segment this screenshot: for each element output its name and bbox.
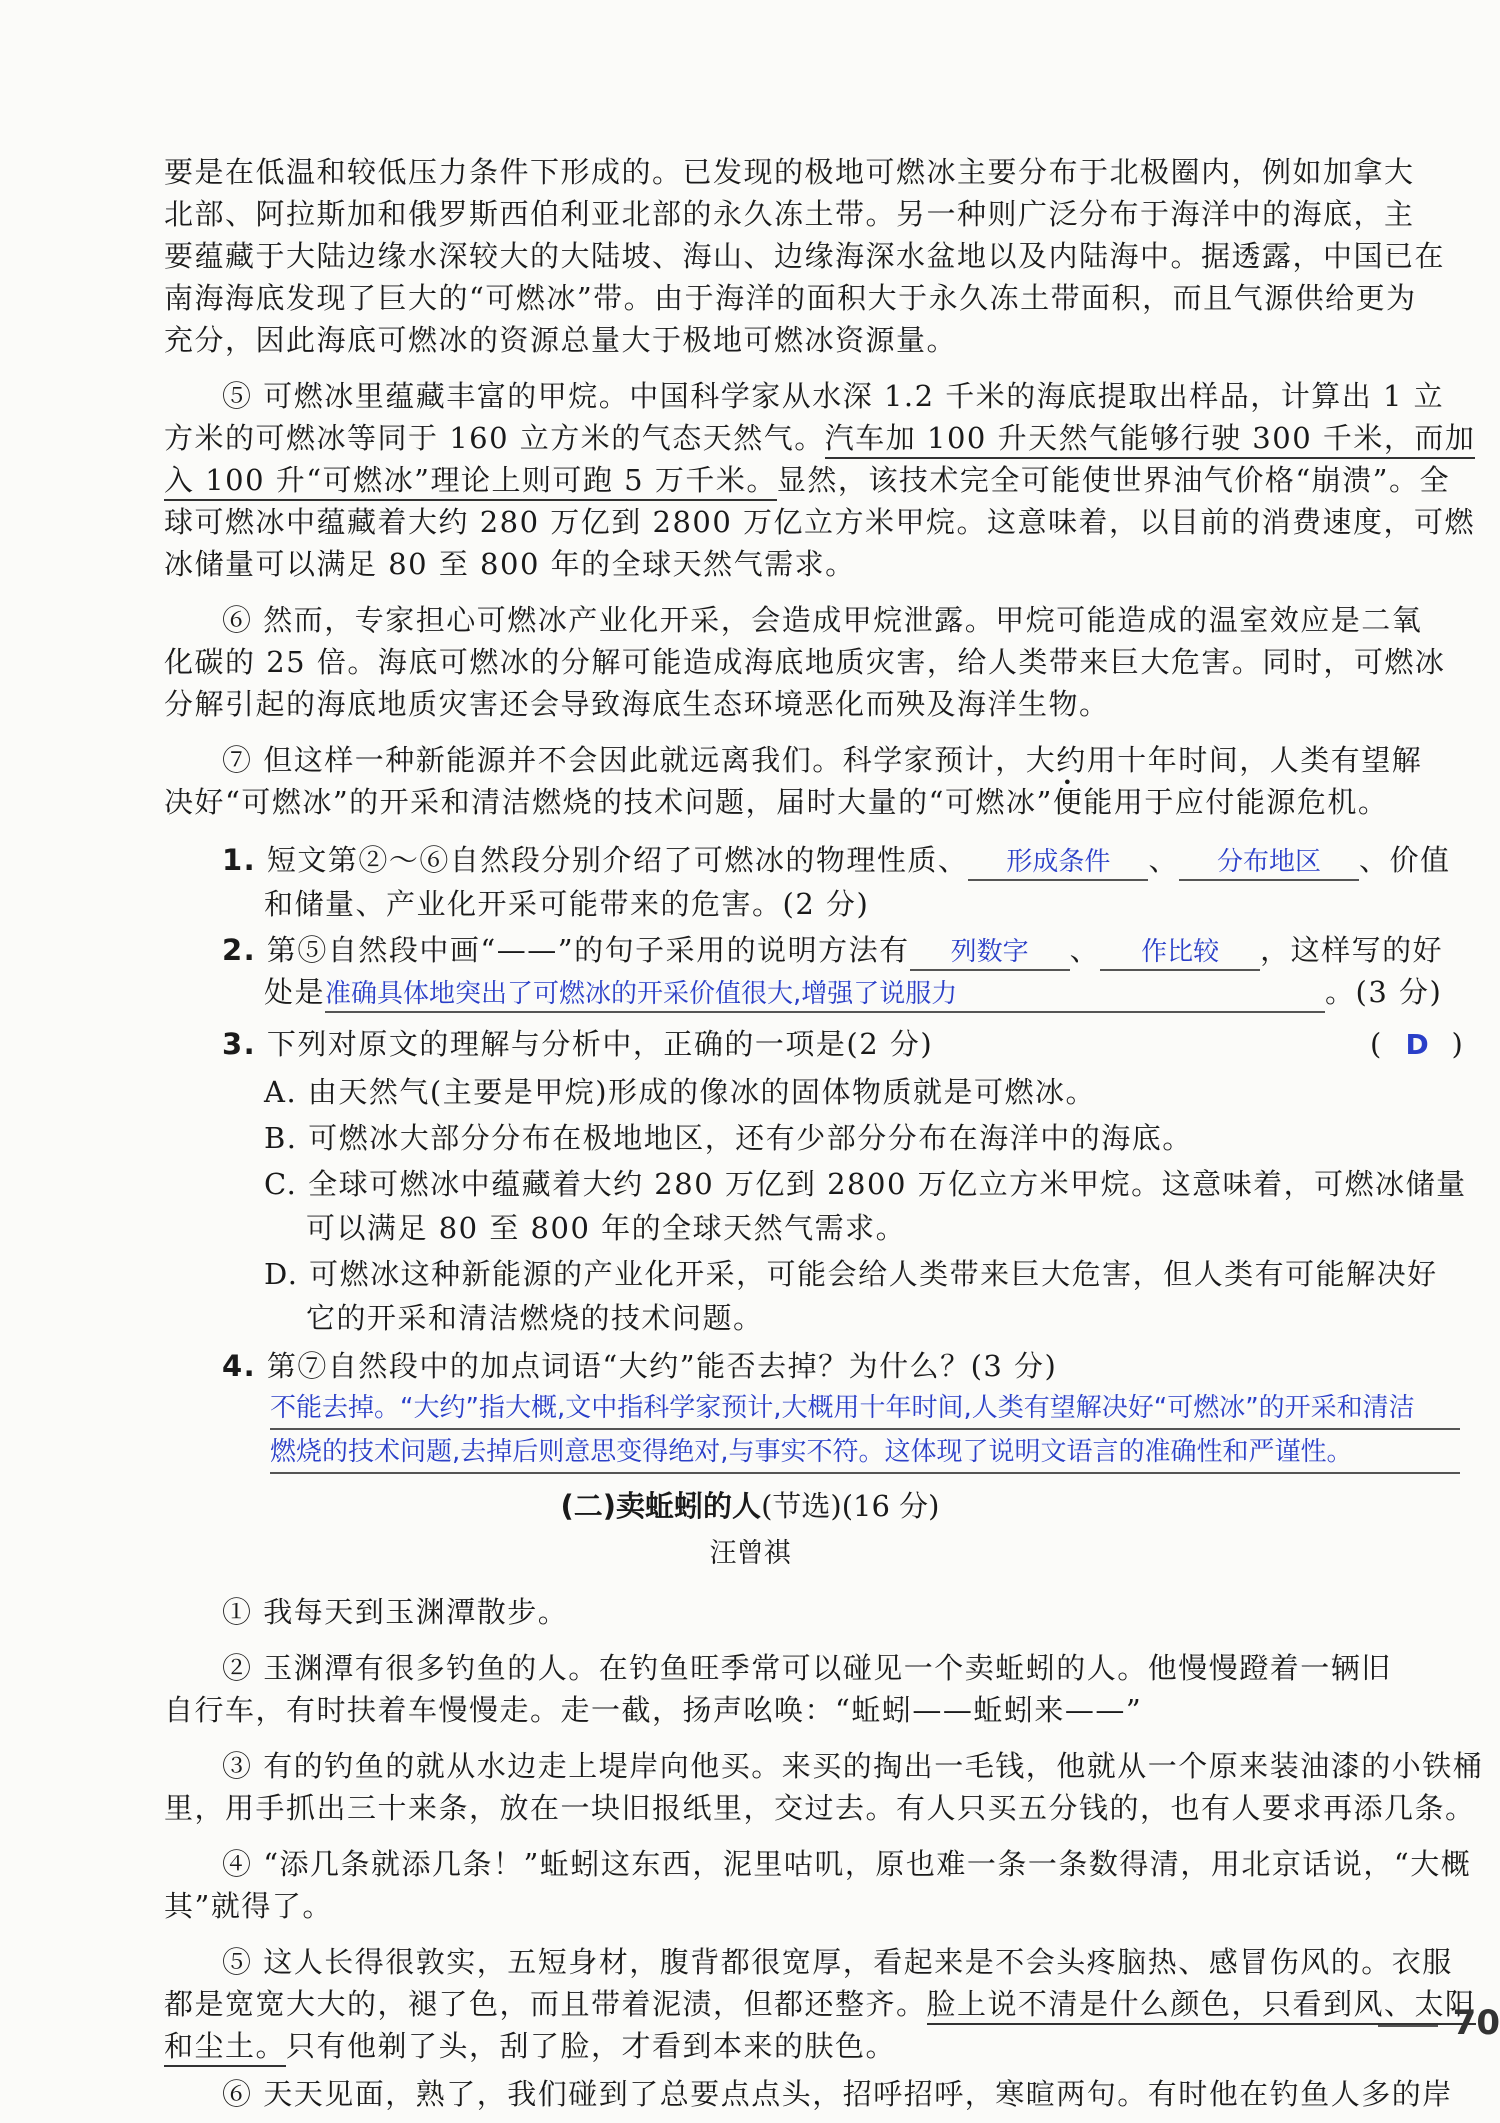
plain-text: 显然，该技术完全可能使世界油气价格“崩溃”。全 — [776, 463, 1450, 497]
question-number: 3. — [222, 1027, 257, 1061]
option-c: C. 全球可燃冰中蕴藏着大约 280 万亿到 2800 万亿立方米甲烷。这意味着，可燃冰储量 — [264, 1167, 1467, 1201]
paragraph-6-line: 化碳的 25 倍。海底可燃冰的分解可能造成海底地质灾害，给人类带来巨大危害。同时，可燃冰 — [164, 645, 1446, 679]
question-text: 短文第②～⑥自然段分别介绍了可燃冰的物理性质、 — [266, 843, 969, 877]
separator: 、 — [1148, 843, 1179, 877]
answer-text-line: 不能去掉。“大约”指大概,文中指科学家预计,大概用十年时间,人类有望解决好“可燃冰”的开采和清洁 — [270, 1393, 1415, 1423]
s2-paragraph-1: ① 我每天到玉渊潭散步。 — [222, 1595, 569, 1629]
answer-paren — [1370, 1024, 1464, 1065]
author-name: 汪曾祺 — [709, 1538, 791, 1569]
answer-blank: 准确具体地突出了可燃冰的开采价值很大,增强了说服力 — [325, 977, 1325, 1013]
underlined-sentence: 和尘土。 — [164, 2029, 286, 2067]
question-text: 第⑤自然段中画“——”的句子采用的说明方法有 — [266, 933, 910, 967]
answer-text-line: 燃烧的技术问题,去掉后则意思变得绝对,与事实不符。这体现了说明文语言的准确性和严谨性。 — [270, 1437, 1353, 1467]
question-text: 、价值 — [1358, 843, 1451, 877]
option-d-cont: 它的开采和清洁燃烧的技术问题。 — [306, 1301, 764, 1335]
plain-text: 只有他剃了头，刮了脸，才看到本来的肤色。 — [286, 2029, 897, 2063]
option-b: B. 可燃冰大部分分布在极地地区，还有少部分分布在海洋中的海底。 — [264, 1121, 1193, 1155]
s2-paragraph-5 — [164, 2026, 1460, 2066]
underlined-sentence: 入 100 升“可燃冰”理论上则可跑 5 万千米。 — [164, 463, 777, 501]
s2-paragraph-3: ③ 有的钓鱼的就从水边走上堤岸向他买。来买的掏出一毛钱，他就从一个原来装油漆的小铁桶 — [222, 1749, 1484, 1783]
question-text: 处是 — [264, 975, 326, 1009]
paren: ( — [1370, 1027, 1383, 1061]
question-text: 。(3 分) — [1325, 975, 1443, 1009]
passage-line: 要蕴藏于大陆边缘水深较大的大陆坡、海山、边缘海深水盆地以及内陆海中。据透露，中国已在 — [164, 239, 1446, 273]
page-number: 70 — [1452, 2003, 1500, 2043]
section-title — [0, 1486, 1500, 1526]
plain-text: 决好“可燃冰”的开采和清洁燃烧的技术问题，届时大量的“可燃冰” — [164, 785, 1053, 819]
paragraph-5-line — [164, 460, 1460, 500]
dotted-char: 便 — [1052, 785, 1084, 819]
paragraph-5-line — [164, 418, 1476, 458]
paragraph-5-line: 冰储量可以满足 80 至 800 年的全球天然气需求。 — [164, 547, 856, 581]
answer-blank: 列数字 — [910, 935, 1070, 971]
answer-blank: 分布地区 — [1179, 845, 1359, 881]
s2-paragraph-2: 自行车，有时扶着车慢慢走。走一截，扬声吆唤：“蚯蚓——蚯蚓来——” — [164, 1693, 1143, 1727]
s2-paragraph-3: 里，用手抓出三十来条，放在一块旧报纸里，交过去。有人只买五分钱的，也有人要求再添几条。 — [164, 1791, 1476, 1825]
plain-text: 都是宽宽大大的，褪了色，而且带着泥渍，但都还整齐。 — [164, 1987, 927, 2021]
question-2-line2 — [264, 972, 1460, 1013]
passage-line: 南海海底发现了巨大的“可燃冰”带。由于海洋的面积大于永久冻土带面积，而且气源供给更为 — [164, 281, 1417, 315]
paragraph-5-line: 球可燃冰中蕴藏着大约 280 万亿到 2800 万亿立方米甲烷。这意味着，以目前的消费速度，可燃 — [164, 505, 1476, 539]
paragraph-5-line: ⑤ 可燃冰里蕴藏丰富的甲烷。中国科学家从水深 1.2 千米的海底提取出样品，计算出 1 立 — [222, 379, 1445, 413]
option-c-cont: 可以满足 80 至 800 年的全球天然气需求。 — [306, 1211, 907, 1245]
section-title-main: (二)卖蚯蚓的人 — [560, 1489, 762, 1523]
question-number: 1. — [222, 843, 257, 877]
question-text: 第⑦自然段中的加点词语“大约”能否去掉？为什么？(3 分) — [266, 1349, 1058, 1383]
question-1-line2: 和储量、产业化开采可能带来的危害。(2 分) — [264, 887, 870, 921]
s2-paragraph-6: ⑥ 天天见面，熟了，我们碰到了总要点点头，招呼招呼，寒暄两句。有时他在钓鱼人多的岸 — [222, 2077, 1453, 2111]
paragraph-6-line: ⑥ 然而，专家担心可燃冰产业化开采，会造成甲烷泄露。甲烷可能造成的温室效应是二氧 — [222, 603, 1423, 637]
question-number: 2. — [222, 933, 257, 967]
question-1 — [222, 840, 1460, 881]
page-number-rule — [1378, 2025, 1438, 2027]
underlined-sentence: 汽车加 100 升天然气能够行驶 300 千米，而加 — [825, 421, 1476, 459]
paren: ) — [1451, 1027, 1465, 1061]
plain-text: 能用于应付能源危机。 — [1083, 785, 1389, 819]
answer-rule — [270, 1428, 1460, 1430]
passage-line: 要是在低温和较低压力条件下形成的。已发现的极地可燃冰主要分布于北极圈内，例如加拿大 — [164, 155, 1415, 189]
paragraph-6-line: 分解引起的海底地质灾害还会导致海底生态环境恶化而殃及海洋生物。 — [164, 687, 1110, 721]
s2-paragraph-5: ⑤ 这人长得很敦实，五短身材，腹背都很宽厚，看起来是不会头疼脑热、感冒伤风的。衣服 — [222, 1945, 1453, 1979]
question-text: 下列对原文的理解与分析中，正确的一项是(2 分) — [266, 1027, 934, 1061]
question-2 — [222, 930, 1460, 971]
answer-rule — [270, 1472, 1460, 1474]
s2-paragraph-4: ④ “添几条就添几条！”蚯蚓这东西，泥里咕叽，原也难一条一条数得清，用北京话说，“大概 — [222, 1847, 1472, 1881]
answer-blank: 形成条件 — [968, 845, 1148, 881]
passage-line: 北部、阿拉斯加和俄罗斯西伯利亚北部的永久冻土带。另一种则广泛分布于海洋中的海底，主 — [164, 197, 1415, 231]
option-d: D. 可燃冰这种新能源的产业化开采，可能会给人类带来巨大危害，但人类有可能解决好 — [264, 1257, 1438, 1291]
question-number: 4. — [222, 1349, 257, 1383]
s2-paragraph-5 — [164, 1984, 1476, 2024]
plain-text: 方米的可燃冰等同于 160 立方米的气态天然气。 — [164, 421, 825, 455]
s2-paragraph-4: 其”就得了。 — [164, 1889, 333, 1923]
answer-blank: 作比较 — [1100, 935, 1260, 971]
separator: 、 — [1069, 933, 1101, 967]
question-text: ，这样写的好 — [1260, 933, 1444, 967]
underlined-sentence: 脸上说不清是什么颜色，只看到风、太阳 — [927, 1987, 1476, 2025]
paragraph-7-line: ⑦ 但这样一种新能源并不会因此就远离我们。科学家预计，大约用十年时间，人类有望解 — [222, 743, 1423, 777]
passage-line: 充分，因此海底可燃冰的资源总量大于极地可燃冰资源量。 — [164, 323, 958, 357]
answer-choice: D — [1405, 1028, 1429, 1061]
option-a: A. 由天然气(主要是甲烷)形成的像冰的固体物质就是可燃冰。 — [264, 1075, 1097, 1109]
question-3 — [222, 1024, 1460, 1064]
question-4 — [222, 1346, 1460, 1386]
section-title-sub: (节选)(16 分) — [761, 1489, 940, 1523]
paragraph-7-line — [164, 782, 1460, 822]
s2-paragraph-2: ② 玉渊潭有很多钓鱼的人。在钓鱼旺季常可以碰见一个卖蚯蚓的人。他慢慢蹬着一辆旧 — [222, 1651, 1392, 1685]
